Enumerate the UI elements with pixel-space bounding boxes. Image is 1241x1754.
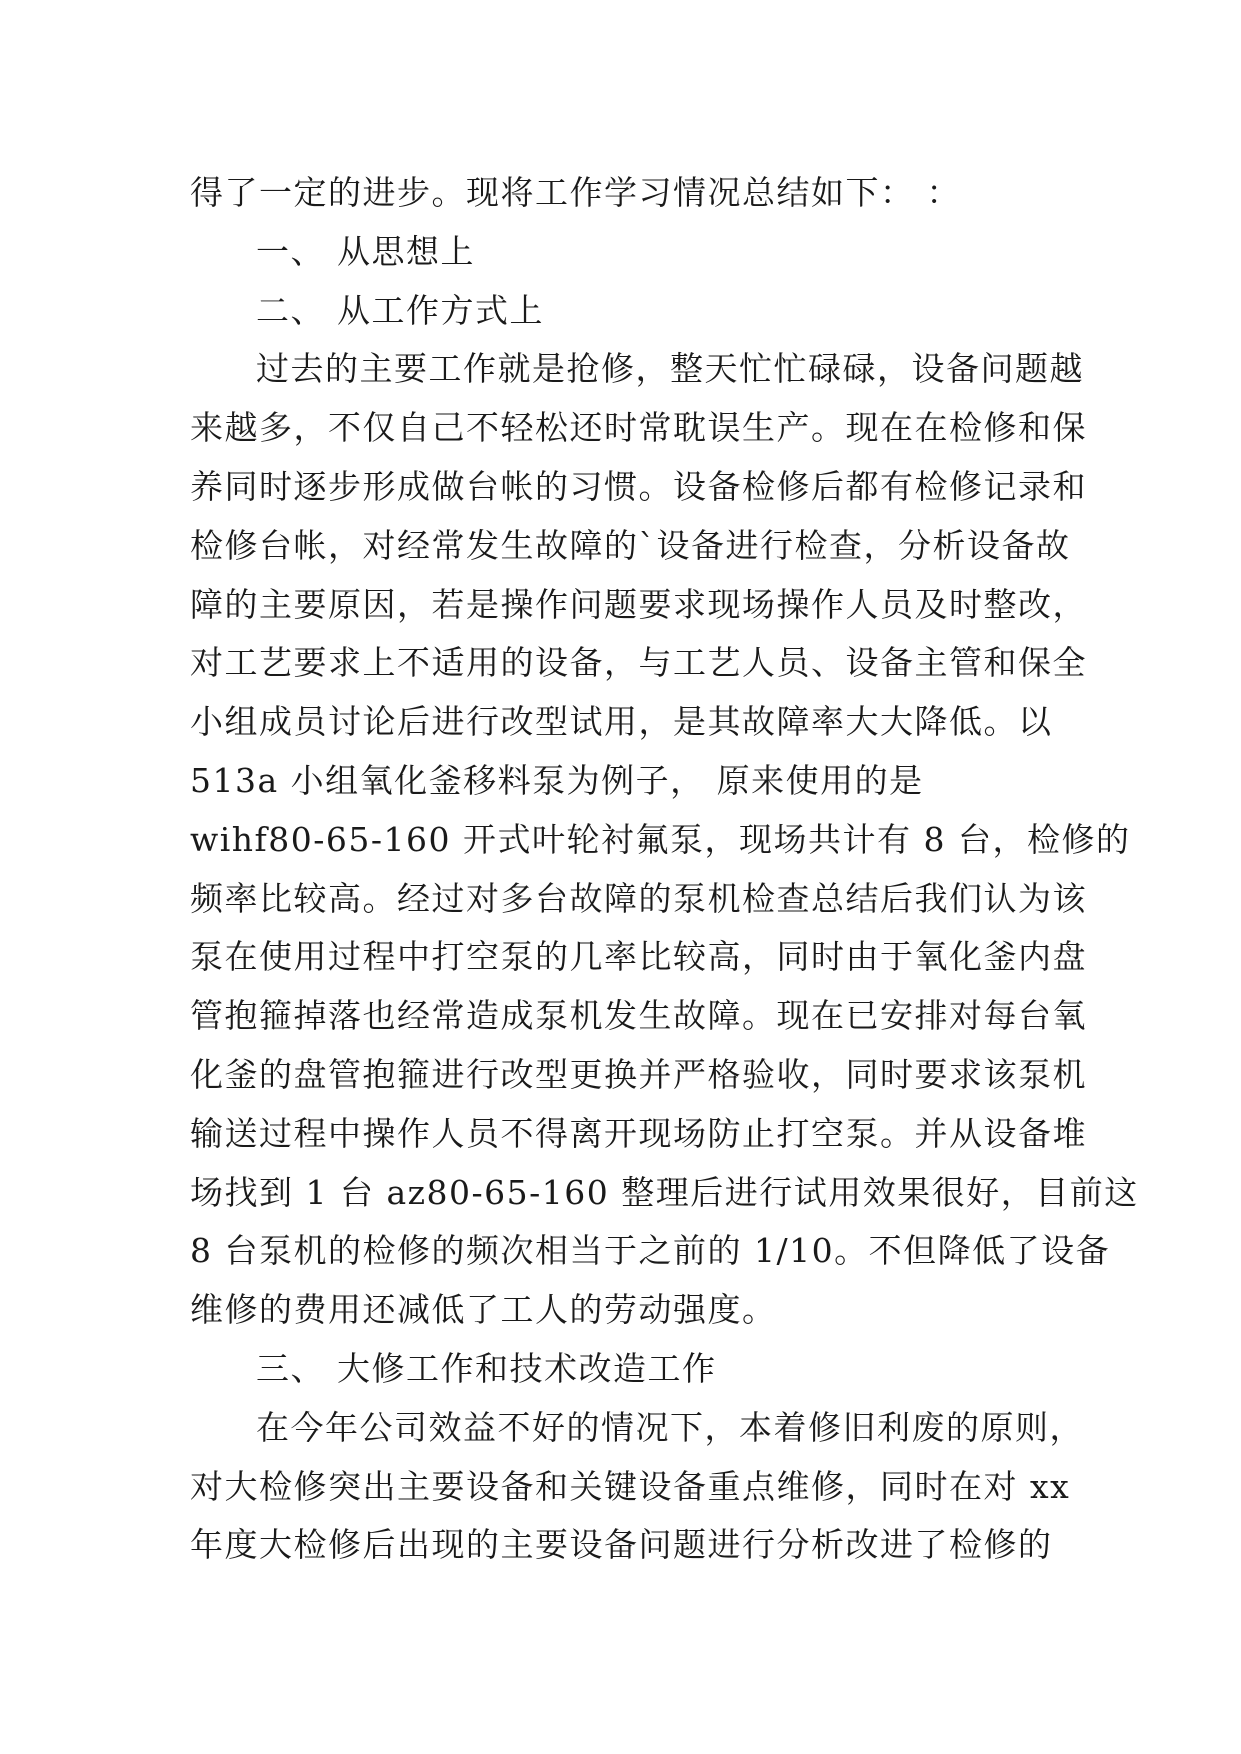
paragraph-line: 频率比较高。经过对多台故障的泵机检查总结后我们认为该 — [190, 878, 1087, 918]
paragraph-line: 维修的费用还减低了工人的劳动强度。 — [190, 1290, 777, 1330]
paragraph-line: 小组成员讨论后进行改型试用，是其故障率大大降低。以 — [190, 702, 1053, 742]
section-heading-3: 三、 大修工作和技术改造工作 — [256, 1348, 717, 1388]
section-heading-2: 二、 从工作方式上 — [256, 290, 544, 330]
paragraph-line: wihf80-65-160 开式叶轮衬氟泵，现场共计有 8 台，检修的 — [190, 819, 1131, 859]
paragraph-line: 对大检修突出主要设备和关键设备重点维修，同时在对 xx — [190, 1466, 1071, 1506]
paragraph-line: 管抱箍掉落也经常造成泵机发生故障。现在已安排对每台氧 — [190, 996, 1087, 1036]
paragraph-line: 场找到 1 台 az80-65-160 整理后进行试用效果很好，目前这 — [190, 1172, 1139, 1212]
text-line: 得了一定的进步。现将工作学习情况总结如下： ： — [190, 173, 961, 212]
paragraph-line: 年度大检修后出现的主要设备问题进行分析改进了检修的 — [190, 1525, 1053, 1565]
paragraph-line: 障的主要原因，若是操作问题要求现场操作人员及时整改， — [190, 584, 1087, 624]
document-body — [190, 164, 1139, 1575]
paragraph-line: 养同时逐步形成做台帐的习惯。设备检修后都有检修记录和 — [190, 466, 1087, 506]
paragraph-line: 化釜的盘管抱箍进行改型更换并严格验收，同时要求该泵机 — [190, 1054, 1087, 1094]
section-heading-1: 一、 从思想上 — [256, 231, 475, 271]
paragraph-line: 对工艺要求上不适用的设备，与工艺人员、设备主管和保全 — [190, 643, 1087, 683]
paragraph-line: 在今年公司效益不好的情况下，本着修旧利废的原则， — [256, 1407, 1084, 1447]
paragraph-line: 513a 小组氧化釜移料泵为例子， 原来使用的是 — [190, 760, 924, 800]
paragraph-line: 来越多，不仅自己不轻松还时常耽误生产。现在在检修和保 — [190, 408, 1087, 448]
paragraph-line: 泵在使用过程中打空泵的几率比较高，同时由于氧化釜内盘 — [190, 937, 1087, 977]
paragraph-line: 8 台泵机的检修的频次相当于之前的 1/10。不但降低了设备 — [190, 1231, 1111, 1271]
paragraph-line: 输送过程中操作人员不得离开现场防止打空泵。并从设备堆 — [190, 1113, 1087, 1153]
paragraph-line: 检修台帐，对经常发生故障的`设备进行检查，分析设备故 — [190, 525, 1071, 565]
paragraph-line: 过去的主要工作就是抢修，整天忙忙碌碌，设备问题越 — [256, 349, 1084, 389]
